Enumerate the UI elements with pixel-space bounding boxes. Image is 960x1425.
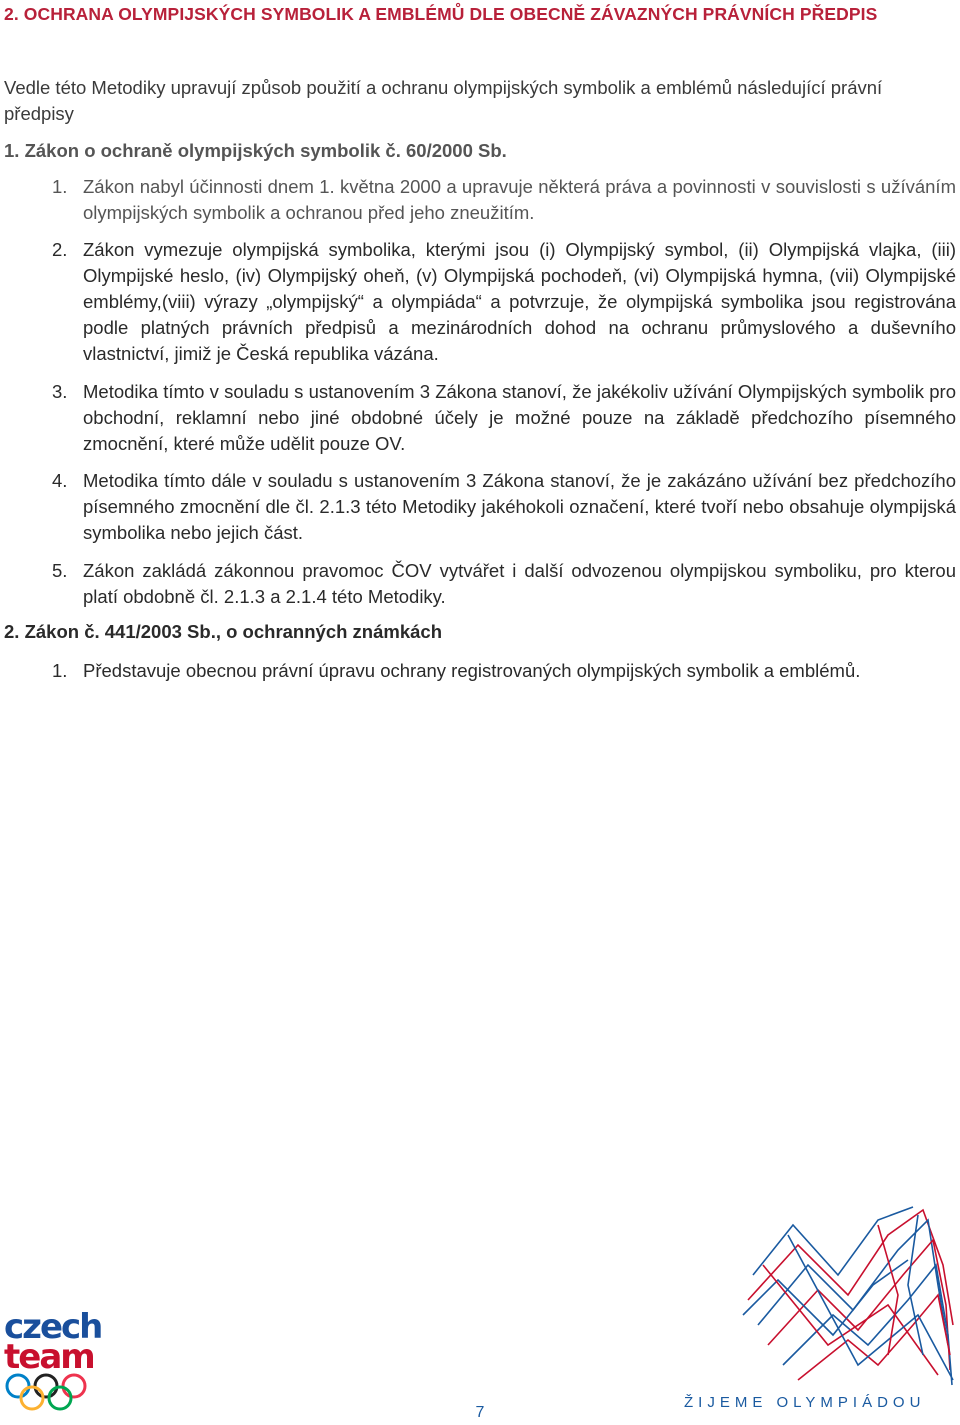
law-title-441-2003: 2. Zákon č. 441/2003 Sb., o ochranných známkách: [4, 621, 443, 642]
list-item: [52, 379, 956, 457]
list-item-text: Zákon vymezuje olympijská symbolika, kterými jsou (i) Olympijský symbol, (ii) Olympijská vlajka, (iii) Olympijské heslo, (iv) Olympijský oheň, (v) Olympijská pochodeň, (vi) Olympijská hymna, (vii) Olympijské emblémy,(viii) výrazy „olympijský“ a olympiáda“ a potvrzuje, že olympijská symbolika jsou registrována podle platných právních předpisů a mezinárodních dohod na ochranu průmyslového a duševního vlastnictví, jimiž je Česká republika vázána.: [83, 239, 956, 364]
list-item-number: 1.: [52, 176, 68, 197]
list-item-text: Představuje obecnou právní úpravu ochrany registrovaných olympijských symbolik a emblémů.: [83, 660, 861, 681]
list-item-number: 1.: [52, 660, 68, 681]
list-item: [52, 237, 956, 367]
logo-line-czech: czech: [4, 1307, 102, 1347]
list-item: [52, 558, 956, 610]
intro-paragraph: Vedle této Metodiky upravují způsob použití a ochranu olympijských symbolik a emblémů následující právní předpisy: [4, 77, 883, 124]
list-item-number: 5.: [52, 560, 68, 581]
section-heading: 2. OCHRANA OLYMPIJSKÝCH SYMBOLIK A EMBLÉMŮ DLE OBECNĚ ZÁVAZNÝCH PRÁVNÍCH PŘEDPIS: [4, 4, 878, 24]
list-item-number: 3.: [52, 381, 68, 402]
logo-line-team: team: [4, 1337, 94, 1377]
olympic-emblem-icon: [738, 1205, 960, 1391]
list-item: [52, 658, 956, 684]
law-title-60-2000: 1. Zákon o ochraně olympijských symbolik č. 60/2000 Sb.: [4, 140, 507, 161]
list-item-number: 2.: [52, 239, 68, 260]
czech-team-logo: [4, 1307, 102, 1377]
list-item-text: Zákon nabyl účinnosti dnem 1. května 2000 a upravuje některá práva a povinnosti v souvislosti s užíváním olympijských symbolik a ochranou před jeho zneužitím.: [83, 176, 956, 223]
list-item-text: Metodika tímto dále v souladu s ustanovením 3 Zákona stanoví, že je zakázáno užívání bez předchozího písemného zmocnění dle čl. 2.1.3 této Metodiky jakéhokoli označení, které tvoří nebo obsahuje olympijská symbolika nebo jejich část.: [83, 470, 956, 543]
list-item-text: Metodika tímto v souladu s ustanovením 3 Zákona stanoví, že jakékoliv užívání Olympijských symbolik pro obchodní, reklamní nebo jiné obdobné účely je možné pouze na základě předchozího písemného zmocnění, které může udělit pouze OV.: [83, 381, 956, 454]
list-item-text: Zákon zakládá zákonnou pravomoc ČOV vytvářet i další odvozenou olympijskou symboliku, pro kterou platí obdobně čl. 2.1.3 a 2.1.4 této Metodiky.: [83, 560, 956, 607]
list-item: [52, 468, 956, 546]
list-item-number: 4.: [52, 470, 68, 491]
list-item: [52, 174, 956, 226]
page-number: 7: [475, 1404, 485, 1421]
slogan: ŽIJEME OLYMPIÁDOU: [684, 1394, 926, 1411]
